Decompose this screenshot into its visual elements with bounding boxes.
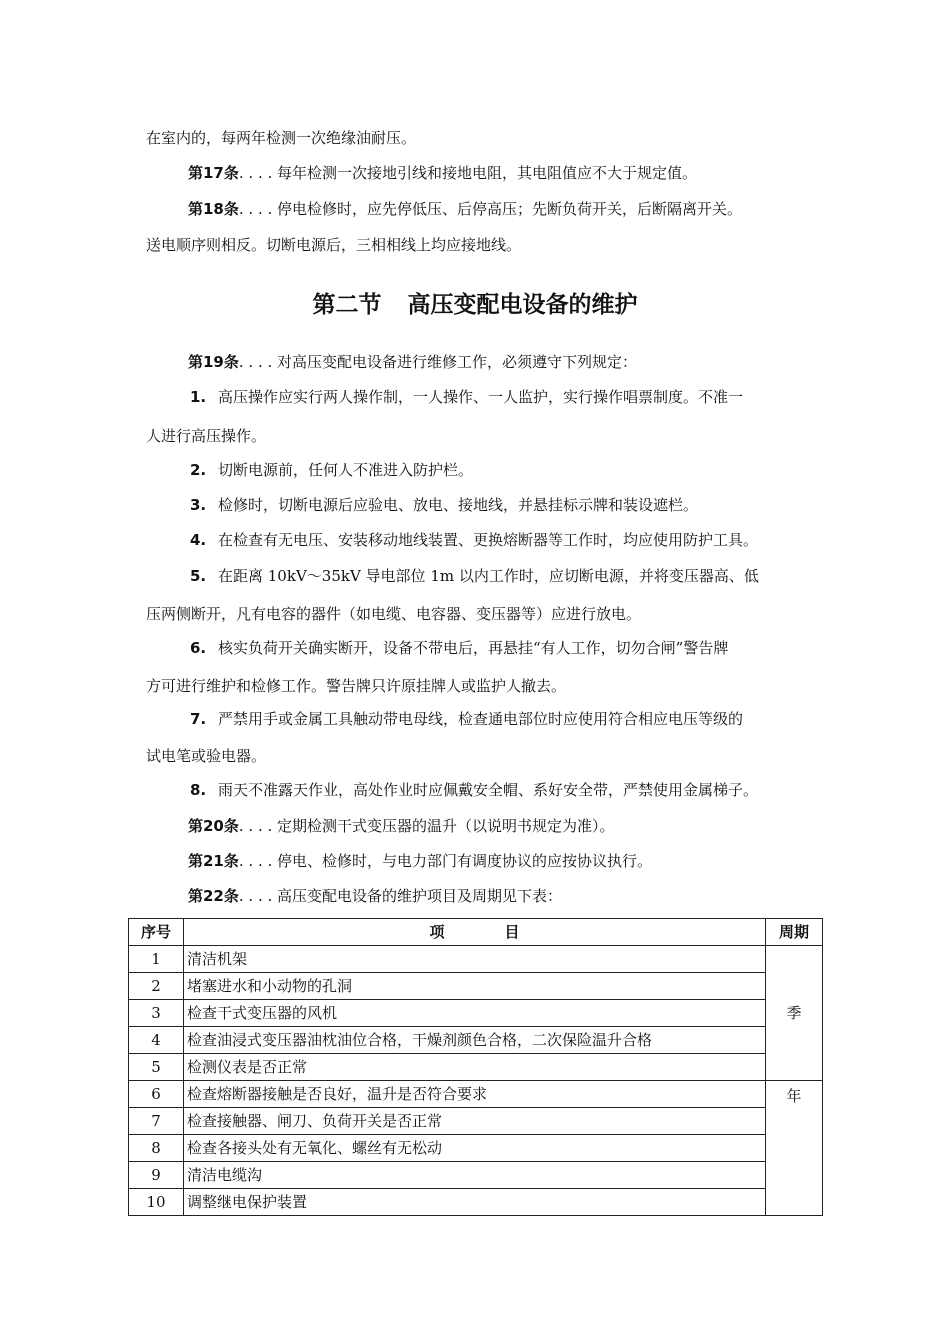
article-label: 第17条 [188,164,239,182]
item-number: 5. [190,567,207,585]
maintenance-table [128,918,823,1216]
table-row [129,1000,823,1027]
article-22 [0,886,950,906]
section-title: 高压变配电设备的维护 [407,292,638,318]
item-number: 7. [190,710,207,728]
article-label: 第18条 [188,200,239,218]
article-18 [0,199,950,219]
item-number: 2. [190,461,207,479]
article-21 [0,851,950,871]
article-label: 第19条 [188,353,239,371]
row-item: 检查接触器、闸刀、负荷开关是否正常 [184,1108,766,1135]
row-no: 5 [129,1054,184,1081]
item-number: 4. [190,531,207,549]
table-row [129,1135,823,1162]
table-row [129,973,823,1000]
item-text: 高压操作应实行两人操作制，一人操作、一人监护，实行操作唱票制度。不准一 [218,388,744,406]
text-line: 送电顺序则相反。切断电源后，三相相线上均应接地线。 [146,236,522,254]
list-item [0,530,950,550]
section-heading [0,290,950,320]
period-year: 年 [766,1081,823,1216]
row-no: 9 [129,1162,184,1189]
article-17 [0,163,950,183]
table-row [129,1162,823,1189]
article-text: . . . . 定期检测干式变压器的温升（以说明书规定为准）。 [238,817,615,835]
row-item: 检查油浸式变压器油枕油位合格，干燥剂颜色合格，二次保险温升合格 [184,1027,766,1054]
row-no: 8 [129,1135,184,1162]
row-no: 10 [129,1189,184,1216]
table-row [129,1054,823,1081]
item-number: 6. [190,639,207,657]
article-text: . . . . 每年检测一次接地引线和接地电阻，其电阻值应不大于规定值。 [238,164,698,182]
row-no: 1 [129,946,184,973]
row-item: 堵塞进水和小动物的孔洞 [184,973,766,1000]
header-period: 周期 [766,919,823,946]
row-no: 2 [129,973,184,1000]
section-number: 第二节 [312,292,382,318]
list-item [0,460,950,480]
header-item: 项目 [184,919,766,946]
article-label: 第20条 [188,817,239,835]
list-item-continued: 方可进行维护和检修工作。警告牌只许原挂牌人或监护人撤去。 [146,677,567,695]
table-row [129,1108,823,1135]
table-row [129,1027,823,1054]
item-text: 严禁用手或金属工具触动带电母线，检查通电部位时应使用符合相应电压等级的 [218,710,744,728]
article-text: . . . . 对高压变配电设备进行维修工作，必须遵守下列规定： [238,353,638,371]
article-text: . . . . 高压变配电设备的维护项目及周期见下表： [238,887,563,905]
list-item [0,638,950,658]
list-item-continued: 压两侧断开，凡有电容的器件（如电缆、电容器、变压器等）应进行放电。 [146,605,642,623]
article-20 [0,816,950,836]
list-item [0,495,950,515]
table-row [129,946,823,973]
article-label: 第21条 [188,852,239,870]
article-19 [0,352,950,372]
row-item: 清洁电缆沟 [184,1162,766,1189]
row-item: 清洁机架 [184,946,766,973]
item-text: 切断电源前，任何人不准进入防护栏。 [218,461,474,479]
item-text: 雨天不准露天作业，高处作业时应佩戴安全帽、系好安全带，严禁使用金属梯子。 [218,781,759,799]
list-item [0,566,950,586]
list-item [0,780,950,800]
item-text: 在检查有无电压、安装移动地线装置、更换熔断器等工作时，均应使用防护工具。 [218,531,759,549]
period-quarter: 季 [766,946,823,1081]
item-number: 3. [190,496,207,514]
item-number: 1. [190,388,207,406]
list-item-continued: 试电笔或验电器。 [146,747,267,765]
article-label: 第22条 [188,887,239,905]
row-no: 7 [129,1108,184,1135]
article-text: . . . . 停电、检修时，与电力部门有调度协议的应按协议执行。 [238,852,653,870]
article-text: . . . . 停电检修时，应先停低压、后停高压；先断负荷开关，后断隔离开关。 [238,200,743,218]
row-no: 6 [129,1081,184,1108]
list-item-continued: 人进行高压操作。 [146,427,267,445]
text-line: 在室内的，每两年检测一次绝缘油耐压。 [146,129,417,147]
row-item: 检查各接头处有无氧化、螺丝有无松动 [184,1135,766,1162]
row-item: 检查熔断器接触是否良好，温升是否符合要求 [184,1081,766,1108]
header-no: 序号 [129,919,184,946]
row-no: 3 [129,1000,184,1027]
item-text: 检修时，切断电源后应验电、放电、接地线，并悬挂标示牌和装设遮栏。 [218,496,699,514]
table-header-row [129,919,823,946]
row-item: 检测仪表是否正常 [184,1054,766,1081]
table-row [129,1081,823,1108]
item-text: 在距离 10kV～35kV 导电部位 1m 以内工作时，应切断电源，并将变压器高、低 [218,567,759,585]
row-item: 调整继电保护装置 [184,1189,766,1216]
list-item [0,387,950,407]
item-number: 8. [190,781,207,799]
list-item [0,709,950,729]
table-row [129,1189,823,1216]
row-item: 检查干式变压器的风机 [184,1000,766,1027]
item-text: 核实负荷开关确实断开，设备不带电后，再悬挂“有人工作，切勿合闸”警告牌 [218,639,729,657]
row-no: 4 [129,1027,184,1054]
